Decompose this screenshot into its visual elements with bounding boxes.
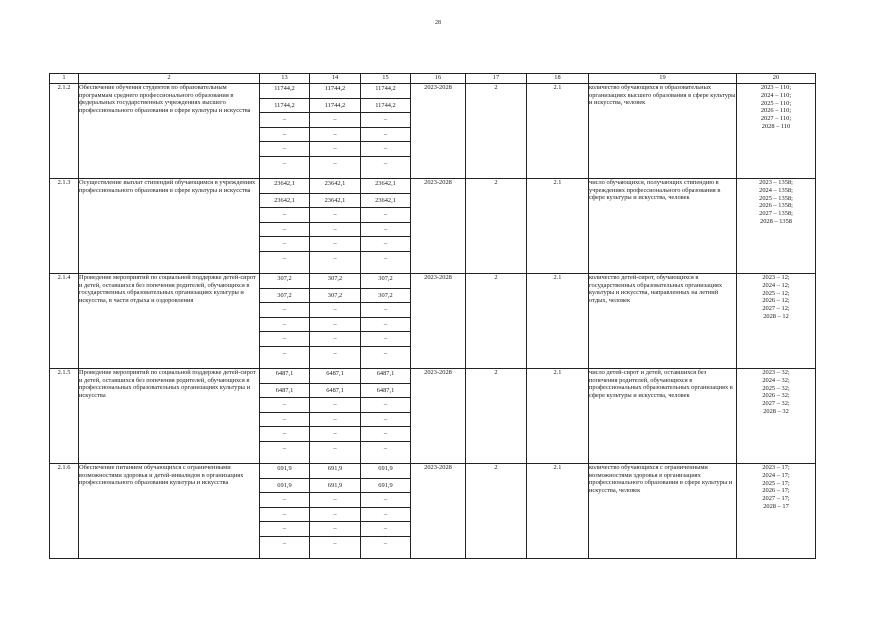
funding-value: – bbox=[260, 208, 309, 223]
funding-value: – bbox=[310, 318, 360, 333]
funding-value: 307,2 bbox=[260, 274, 309, 289]
table-row bbox=[50, 84, 816, 179]
funding-col15 bbox=[361, 369, 411, 464]
funding-value: – bbox=[361, 128, 410, 143]
measure-number: 2.1.4 bbox=[50, 274, 79, 369]
funding-value: – bbox=[333, 349, 337, 357]
funding-value: – bbox=[383, 539, 388, 547]
indicator-year-value: 2027 – 110; bbox=[760, 115, 792, 123]
funding-value: – bbox=[383, 444, 388, 452]
funding-value: 691,9 bbox=[260, 464, 309, 479]
funding-col13 bbox=[260, 464, 310, 559]
funding-value: – bbox=[383, 254, 388, 262]
funding-value: – bbox=[260, 318, 309, 333]
funding-value: 691,9 bbox=[260, 479, 309, 494]
table-body bbox=[50, 84, 816, 559]
indicator-year-value: 2025 – 1358; bbox=[759, 194, 793, 202]
funding-value: – bbox=[260, 113, 309, 128]
indicator-description: количество обучающихся в образовательных организациях высшего образования в сфере культуры и искусства, человек bbox=[589, 84, 737, 179]
header-col-19: 19 bbox=[589, 74, 737, 84]
funding-value: 307,2 bbox=[310, 289, 360, 304]
funding-value: – bbox=[361, 332, 410, 347]
measure-number: 2.1.3 bbox=[50, 179, 79, 274]
funding-value: 691,9 bbox=[310, 464, 360, 479]
funding-value: 11744,2 bbox=[310, 84, 360, 99]
indicator-year-value: 2024 – 12; bbox=[762, 281, 790, 289]
indicator-description: количество детей-сирот, обучающихся в государственных образовательных организациях культуры и искусства, направленных на летний отдых, человек bbox=[589, 274, 737, 369]
funding-value: – bbox=[310, 427, 360, 442]
indicator-year-value: 2028 – 110 bbox=[761, 122, 791, 130]
indicator-year-value: 2025 – 110; bbox=[760, 99, 792, 107]
funding-value: – bbox=[310, 332, 360, 347]
indicator-year-value: 2024 – 32; bbox=[762, 376, 790, 384]
funding-value: – bbox=[361, 223, 410, 238]
funding-col14 bbox=[310, 274, 361, 369]
indicator-year-value: 2023 – 17; bbox=[762, 464, 790, 471]
funding-value: – bbox=[310, 508, 360, 523]
indicator-year-value: 2027 – 17; bbox=[762, 495, 790, 503]
funding-value: 691,9 bbox=[361, 479, 410, 494]
column-18-value: 2.1 bbox=[527, 369, 589, 464]
funding-value: 23642,1 bbox=[260, 179, 309, 194]
header-col-2: 2 bbox=[79, 74, 260, 84]
indicator-description: число детей-сирот и детей, оставшихся без попечения родителей, обучающихся в профессиональных образовательных организациях в сфере культуры и искусства, человек bbox=[589, 369, 737, 464]
funding-value: – bbox=[282, 159, 287, 167]
funding-value: – bbox=[361, 318, 410, 333]
funding-value: – bbox=[361, 142, 410, 157]
funding-value: – bbox=[361, 113, 410, 128]
funding-value: – bbox=[282, 349, 287, 357]
header-col-16: 16 bbox=[411, 74, 466, 84]
header-col-17: 17 bbox=[466, 74, 527, 84]
indicator-year-value: 2025 – 32; bbox=[762, 384, 790, 392]
funding-value: – bbox=[260, 508, 309, 523]
funding-value: – bbox=[310, 237, 360, 252]
funding-col15 bbox=[361, 464, 411, 559]
funding-value: – bbox=[260, 493, 309, 508]
column-18-value: 2.1 bbox=[527, 84, 589, 179]
funding-col14 bbox=[310, 84, 361, 179]
funding-value: – bbox=[282, 539, 287, 547]
indicator-year-value: 2026 – 32; bbox=[762, 392, 790, 400]
indicator-year-value: 2026 – 17; bbox=[762, 487, 790, 495]
funding-value: – bbox=[260, 237, 309, 252]
funding-col15 bbox=[361, 84, 411, 179]
indicator-year-value: 2026 – 110; bbox=[760, 107, 792, 115]
indicator-year-value: 2023 – 12; bbox=[762, 274, 790, 281]
indicator-year-value: 2024 – 17; bbox=[762, 471, 790, 479]
measure-name: Проведение мероприятий по социальной поддержке детей-сирот и детей, оставшихся без попечения родителей, обучающихся в профессиональных образовательных организациях культуры и искусства bbox=[79, 369, 260, 464]
header-col-1: 1 bbox=[50, 74, 79, 84]
table-row bbox=[50, 369, 816, 464]
funding-value: – bbox=[282, 444, 287, 452]
funding-value: – bbox=[310, 113, 360, 128]
table-row bbox=[50, 179, 816, 274]
header-col-13: 13 bbox=[260, 74, 310, 84]
funding-value: – bbox=[310, 493, 360, 508]
table-row bbox=[50, 464, 816, 559]
implementation-period: 2023-2028 bbox=[411, 179, 466, 274]
indicator-year-value: 2028 – 17 bbox=[763, 502, 789, 510]
indicator-year-value: 2025 – 12; bbox=[762, 289, 790, 297]
funding-col13 bbox=[260, 84, 310, 179]
funding-value: 23642,1 bbox=[260, 194, 309, 209]
funding-value: – bbox=[260, 303, 309, 318]
indicator-year-value: 2027 – 12; bbox=[762, 305, 790, 313]
funding-value: – bbox=[333, 539, 337, 547]
column-18-value: 2.1 bbox=[527, 179, 589, 274]
funding-value: – bbox=[260, 142, 309, 157]
funding-value: – bbox=[361, 427, 410, 442]
funding-value: 11744,2 bbox=[310, 99, 360, 114]
funding-value: 691,9 bbox=[310, 479, 360, 494]
page-number: 28 bbox=[435, 20, 441, 26]
indicator-year-value: 2023 – 32; bbox=[762, 369, 790, 376]
funding-value: 11744,2 bbox=[260, 99, 309, 114]
column-17-value: 2 bbox=[466, 84, 527, 179]
funding-value: 23642,1 bbox=[361, 179, 410, 194]
program-table bbox=[49, 73, 816, 559]
funding-value: – bbox=[310, 522, 360, 537]
funding-value: – bbox=[260, 128, 309, 143]
funding-value: – bbox=[361, 413, 410, 428]
funding-value: – bbox=[361, 508, 410, 523]
funding-col15 bbox=[361, 179, 411, 274]
indicator-year-value: 2028 – 1358 bbox=[760, 217, 792, 225]
funding-value: 307,2 bbox=[361, 289, 410, 304]
funding-value: – bbox=[282, 254, 287, 262]
indicator-values bbox=[737, 369, 816, 464]
indicator-year-value: 2028 – 12 bbox=[763, 312, 789, 320]
funding-value: 307,2 bbox=[260, 289, 309, 304]
funding-value: – bbox=[361, 237, 410, 252]
funding-value: – bbox=[361, 398, 410, 413]
funding-value: 691,9 bbox=[361, 464, 410, 479]
indicator-year-value: 2026 – 12; bbox=[762, 297, 790, 305]
indicator-year-value: 2028 – 32 bbox=[763, 407, 789, 415]
funding-value: 23642,1 bbox=[310, 194, 360, 209]
funding-value: – bbox=[361, 493, 410, 508]
funding-value: – bbox=[260, 332, 309, 347]
funding-value: 307,2 bbox=[310, 274, 360, 289]
funding-value: – bbox=[310, 128, 360, 143]
funding-value: – bbox=[310, 142, 360, 157]
column-18-value: 2.1 bbox=[527, 464, 589, 559]
implementation-period: 2023-2028 bbox=[411, 369, 466, 464]
column-17-value: 2 bbox=[466, 274, 527, 369]
funding-value: – bbox=[260, 223, 309, 238]
implementation-period: 2023-2028 bbox=[411, 84, 466, 179]
measure-name: Осуществление выплат стипендий обучающимся в учреждениях профессионального образования в сфере культуры и искусства bbox=[79, 179, 260, 274]
funding-value: 6487,1 bbox=[361, 369, 410, 384]
indicator-year-value: 2027 – 32; bbox=[762, 400, 790, 408]
measure-number: 2.1.2 bbox=[50, 84, 79, 179]
table-row bbox=[50, 274, 816, 369]
funding-col13 bbox=[260, 179, 310, 274]
indicator-year-value: 2026 – 1358; bbox=[759, 202, 793, 210]
indicator-description: количество обучающихся с ограниченными возможностями здоровья в организациях профессионального образования в сфере культуры и искусства, человек bbox=[589, 464, 737, 559]
funding-value: – bbox=[310, 398, 360, 413]
funding-col13 bbox=[260, 274, 310, 369]
measure-name: Проведение мероприятий по социальной поддержке детей-сирот и детей, оставшихся без попечения родителей, обучающихся в государственных образовательных организациях культуры и искусства, в части отдыха и оздоровления bbox=[79, 274, 260, 369]
funding-col14 bbox=[310, 369, 361, 464]
funding-value: – bbox=[260, 522, 309, 537]
funding-col15 bbox=[361, 274, 411, 369]
measure-name: Обеспечение обучения студентов по образовательным программам среднего профессионального образования в федеральных государственных учреждениях высшего профессионального образования в сфере культуры и искусства bbox=[79, 84, 260, 179]
implementation-period: 2023-2028 bbox=[411, 274, 466, 369]
implementation-period: 2023-2028 bbox=[411, 464, 466, 559]
header-col-15: 15 bbox=[361, 74, 411, 84]
funding-value: 11744,2 bbox=[260, 84, 309, 99]
funding-value: 6487,1 bbox=[260, 369, 309, 384]
funding-value: – bbox=[383, 349, 388, 357]
funding-value: 11744,2 bbox=[361, 84, 410, 99]
funding-value: 307,2 bbox=[361, 274, 410, 289]
funding-value: – bbox=[383, 159, 388, 167]
header-col-18: 18 bbox=[527, 74, 589, 84]
funding-value: 6487,1 bbox=[361, 384, 410, 399]
funding-value: 6487,1 bbox=[260, 384, 309, 399]
funding-value: – bbox=[361, 303, 410, 318]
funding-value: – bbox=[333, 159, 337, 167]
indicator-description: число обучающихся, получающих стипендию в учреждениях профессионального образования в сфере культуры и искусства, человек bbox=[589, 179, 737, 274]
column-18-value: 2.1 bbox=[527, 274, 589, 369]
funding-value: – bbox=[333, 444, 337, 452]
funding-value: – bbox=[310, 303, 360, 318]
funding-value: 6487,1 bbox=[310, 384, 360, 399]
funding-value: – bbox=[310, 208, 360, 223]
indicator-year-value: 2025 – 17; bbox=[762, 479, 790, 487]
funding-value: – bbox=[260, 413, 309, 428]
column-17-value: 2 bbox=[466, 369, 527, 464]
indicator-values bbox=[737, 274, 816, 369]
column-17-value: 2 bbox=[466, 464, 527, 559]
funding-value: – bbox=[260, 427, 309, 442]
funding-value: 23642,1 bbox=[361, 194, 410, 209]
indicator-year-value: 2027 – 1358; bbox=[759, 210, 793, 218]
funding-value: – bbox=[310, 223, 360, 238]
column-17-value: 2 bbox=[466, 179, 527, 274]
measure-number: 2.1.6 bbox=[50, 464, 79, 559]
funding-value: 11744,2 bbox=[361, 99, 410, 114]
header-col-14: 14 bbox=[310, 74, 361, 84]
funding-value: 23642,1 bbox=[310, 179, 360, 194]
indicator-year-value: 2023 – 1358; bbox=[759, 179, 793, 186]
funding-value: – bbox=[361, 522, 410, 537]
header-col-20: 20 bbox=[737, 74, 816, 84]
measure-number: 2.1.5 bbox=[50, 369, 79, 464]
indicator-year-value: 2023 – 110; bbox=[760, 84, 792, 91]
indicator-values bbox=[737, 84, 816, 179]
funding-value: 6487,1 bbox=[310, 369, 360, 384]
funding-value: – bbox=[361, 208, 410, 223]
funding-col14 bbox=[310, 179, 361, 274]
funding-value: – bbox=[260, 398, 309, 413]
indicator-values bbox=[737, 179, 816, 274]
measure-name: Обеспечение питанием обучающихся с ограниченными возможностями здоровья и детей-инвалидов в организациях профессионального образования культуры и искусства bbox=[79, 464, 260, 559]
funding-col13 bbox=[260, 369, 310, 464]
funding-value: – bbox=[333, 254, 337, 262]
funding-col14 bbox=[310, 464, 361, 559]
indicator-values bbox=[737, 464, 816, 559]
header-row bbox=[50, 74, 816, 84]
indicator-year-value: 2024 – 110; bbox=[760, 91, 792, 99]
indicator-year-value: 2024 – 1358; bbox=[759, 186, 793, 194]
funding-value: – bbox=[310, 413, 360, 428]
